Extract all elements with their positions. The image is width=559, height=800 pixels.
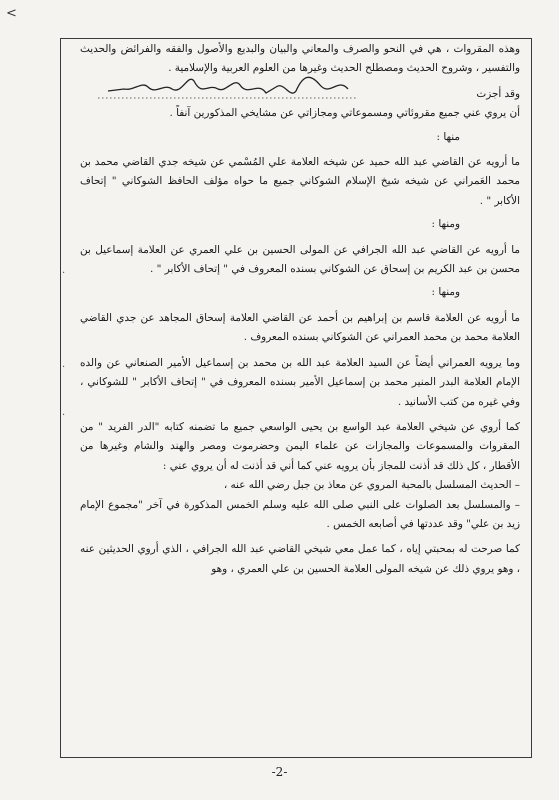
list-item-hadith-2: – والمسلسل بعد الصلوات على النبي صلى الله عليه وسلم الخمس المذكورة في آخر "مجموع الإمام زيد بن علي" وقد عددتها في أصابعه الخمس . — [80, 498, 520, 530]
margin-tick: · — [62, 410, 66, 421]
authorization-text: وقد أجزت — [476, 87, 520, 100]
paragraph-authorization — [80, 85, 520, 104]
margin-tick: · — [62, 268, 66, 279]
handwritten-signature — [98, 71, 358, 101]
page-number: -2- — [271, 765, 288, 779]
paragraph-narration: أن يروي عني جميع مقروئاتي ومسموعاتي ومجازاتي عن مشايخي المذكورين آنفاً . — [169, 107, 520, 120]
margin-tick: · — [62, 362, 66, 373]
paragraph-chain-1: ما أرويه عن القاضي عبد الله حميد عن شيخه العلامة علي المُسْمي عن شيخه جدي القاضي محمد بن محمد العَمراني عن شيخه شيخ الإسلام الشوكاني جميع ما حواه مؤلف الحافظ الشوكاني " إتحاف الأكابر " . — [80, 156, 520, 207]
heading-minha: منها : — [436, 130, 460, 143]
paragraph-subjects: وهذه المقروات ، هي في النحو والصرف والمعاني والبيان والبديع والأصول والفقه والفرائض والحديث والتفسير ، وشروح الحديث ومصطلح الحديث وغيرها من العلوم العربية والإسلامية . — [80, 43, 520, 75]
heading-waminha-1: ومنها : — [431, 218, 460, 231]
paragraph-chain-4: وما يرويه العمراني أيضاً عن السيد العلامة عبد الله بن محمد بن إسماعيل الأمير الصنعاني عن والده الإمام العلامة البدر المنير محمد بن إسماعيل الأمير بسنده المعروف في " إتحاف الأكابر " للشوكاني ، وفي غيره من كتب الأسانيد . — [80, 356, 520, 408]
document-body — [80, 40, 520, 750]
paragraph-wasii: كما أروي عن شيخي العلامة عبد الواسع بن يحيى الواسعي جميع ما تضمنه كتابه "الدر الفريد " من المقروات والمسموعات والمجازات عن علماء اليمن وحضرموت ومصر والهند والشام وغيرها من الأقطار ، كل ذلك قد أذنت للمجاز بأن يرويه عني كما أني قد أذنت له أن يروي عني : — [80, 420, 520, 472]
paragraph-closing: كما صرحت له بمحبتي إياه ، كما عمل معي شيخي القاضي عبد الله الجرافي ، الذي أروي الحديثين عنه ، وهو يروي ذلك عن شيخه المولى العلامة الحسين بن علي العمري ، وهو — [80, 543, 520, 575]
list-item-hadith-1: – الحديث المسلسل بالمحبة المروي عن معاذ بن جبل رضي الله عنه ، — [223, 479, 520, 492]
paragraph-chain-2: ما أرويه عن القاضي عبد الله الجرافي عن المولى الحسين بن علي العمري عن العلامة إسماعيل بن محسن بن عبد الكريم بن إسحاق عن الشوكاني بسنده المعروف في " إتحاف الأكابر " . — [80, 243, 520, 276]
paragraph-chain-3: ما أرويه عن العلامة قاسم بن إبراهيم بن أحمد عن القاضي العلامة إسحاق المجاهد عن جدي القاضي العلامة محمد بن محمد العمراني عن الشوكاني بسنده المعروف . — [80, 311, 520, 344]
heading-waminha-2: ومنها : — [431, 286, 460, 299]
corner-mark: < — [6, 6, 17, 21]
